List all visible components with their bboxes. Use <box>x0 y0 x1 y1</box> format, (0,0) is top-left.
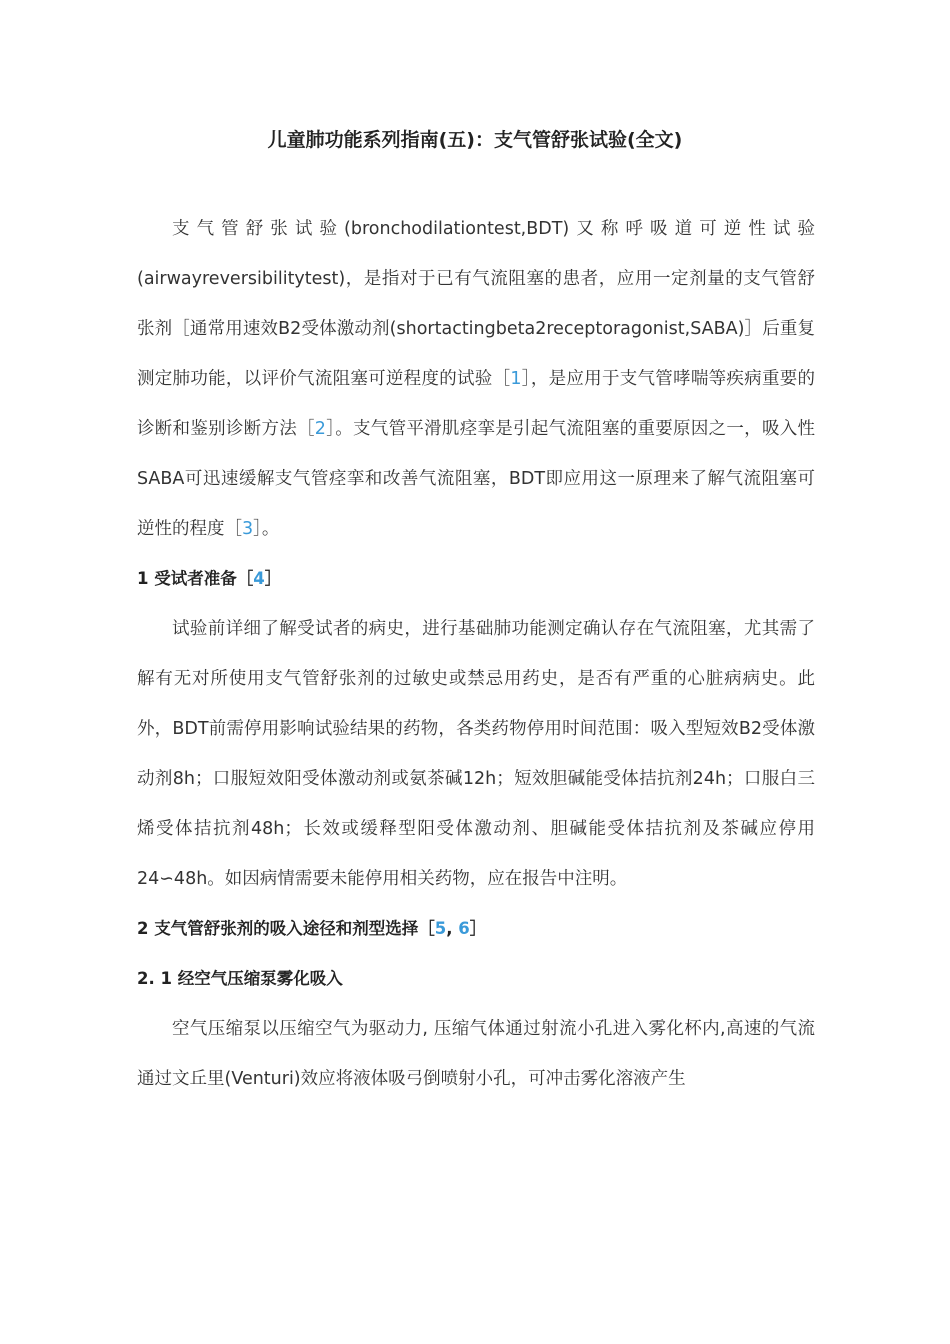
document-body <box>137 204 815 1104</box>
intro-text-3: ］。支气管平滑肌痉挛是引起气流阻塞的重要原因之一，吸入性SABA可迅速缓解支气管痉挛和改善气流阻塞，BDT即应用这一原理来了解气流阻塞可逆性的程度［ <box>137 419 816 539</box>
section-1-heading <box>137 554 815 604</box>
reference-link-2[interactable]: 2 <box>314 419 326 439</box>
reference-link-1[interactable]: 1 <box>510 369 522 389</box>
document-title: 儿童肺功能系列指南(五)：支气管舒张试验(全文) <box>267 129 683 151</box>
section-2-1-heading: 2. 1 经空气压缩泵雾化吸入 <box>137 969 343 988</box>
intro-text-1: 支气管舒张试验(bronchodilationtest,BDT)又称呼吸道可逆性试验(airwayreversibilitytest)，是指对于已有气流阻塞的患者，应用一定剂量的支气管舒张剂［通常用速效B2受体激动剂(shortactingbeta2receptoragonist,SABA)］后重复测定肺功能，以评价气流阻塞可逆程度的试验［ <box>137 219 815 389</box>
section-2-heading <box>137 904 815 954</box>
intro-text-2: ］，是应用于支气管哮喘等疾病重要的诊断和鉴别诊断方法［ <box>137 369 816 439</box>
reference-link-3[interactable]: 3 <box>242 519 254 539</box>
reference-link-4[interactable]: 4 <box>253 569 265 588</box>
section-1-paragraph: 试验前详细了解受试者的病史，进行基础肺功能测定确认存在气流阻塞，尤其需了解有无对所使用支气管舒张剂的过敏史或禁忌用药史，是否有严重的心脏病病史。此外，BDT前需停用影响试验结果的药物，各类药物停用时间范围：吸入型短效B2受体激动剂8h；口服短效阳受体激动剂或氨茶碱12h；短效胆碱能受体拮抗剂24h；口服白三烯受体拮抗剂48h；长效或缓释型阳受体激动剂、胆碱能受体拮抗剂及茶碱应停用24∽48h。如因病情需要未能停用相关药物，应在报告中注明。 <box>137 619 815 889</box>
section-2-1-paragraph: 空气压缩泵以压缩空气为驱动力, 压缩气体通过射流小孔进入雾化杯内,高速的气流通过文丘里(Venturi)效应将液体吸弓倒喷射小孔，可冲击雾化溶液产生 <box>137 1019 815 1089</box>
intro-paragraph <box>137 204 815 554</box>
intro-text-4: ］。 <box>253 519 280 539</box>
section-1-heading-text: 1 受试者准备［ <box>137 569 254 588</box>
section-2-ref-separator: , <box>446 919 459 938</box>
reference-link-6[interactable]: 6 <box>458 919 470 938</box>
section-1-heading-end: ］ <box>264 569 282 588</box>
section-2-heading-text: 2 支气管舒张剂的吸入途径和剂型选择［ <box>137 919 435 938</box>
reference-link-5[interactable]: 5 <box>434 919 447 938</box>
section-2-heading-end: ］ <box>469 919 487 938</box>
